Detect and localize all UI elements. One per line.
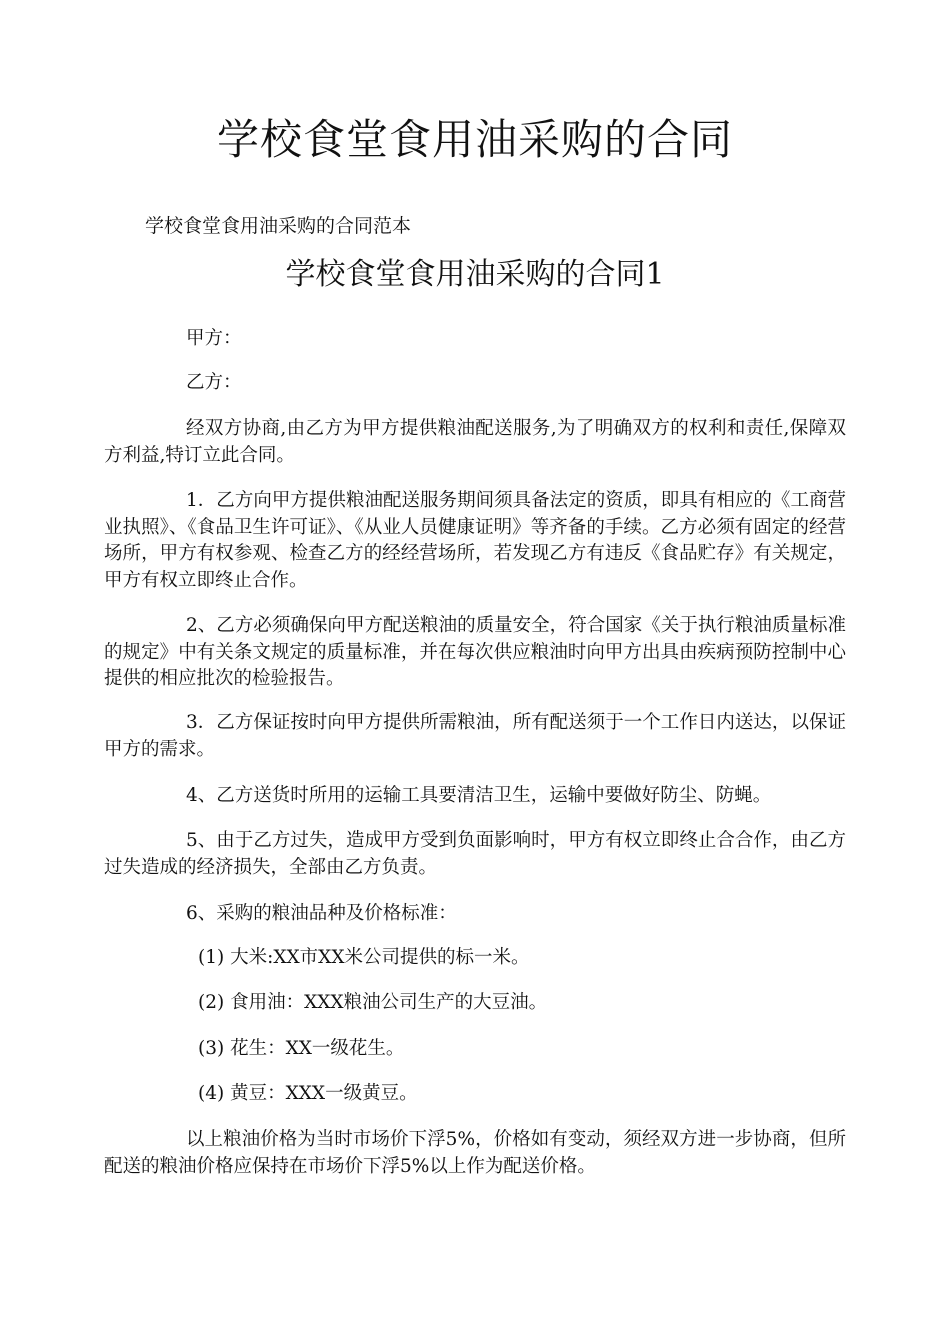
clause-6: 6、采购的粮油品种及价格标准： [186,903,457,924]
list-item: (4) 黄豆：XXX一级黄豆。 [198,1083,418,1104]
clause-5: 5、由于乙方过失，造成甲方受到负面影响时，甲方有权立即终止合合作，由乙方过失造成的经济损失，全部由乙方负责。 [104,830,846,878]
list-item: (1) 大米:XX市XX米公司提供的标一米。 [198,947,530,968]
intro-paragraph: 经双方协商,由乙方为甲方提供粮油配送服务,为了明确双方的权利和责任,保障双方利益,特订立此合同。 [104,418,846,466]
list-item: (3) 花生：XX一级花生。 [198,1038,405,1059]
clause-3: 3．乙方保证按时向甲方提供所需粮油，所有配送须于一个工作日内送达，以保证甲方的需求。 [104,712,846,760]
party-b-label: 乙方： [186,372,242,393]
clause-2: 2、乙方必须确保向甲方配送粮油的质量安全，符合国家《关于执行粮油质量标准的规定》中有关条文规定的质量标准，并在每次供应粮油时向甲方出具由疾病预防控制中心提供的相应批次的检验报告。 [104,615,846,689]
party-a-label: 甲方： [186,328,242,349]
document-note: 学校食堂食用油采购的合同范本 [145,215,412,237]
document-title: 学校食堂食用油采购的合同 [216,115,733,164]
list-item: (2) 食用油：XXX粮油公司生产的大豆油。 [198,992,548,1013]
price-paragraph: 以上粮油价格为当时市场价下浮5%，价格如有变动，须经双方进一步协商，但所配送的粮油价格应保持在市场价下浮5%以上作为配送价格。 [104,1129,846,1177]
contract-subtitle: 学校食堂食用油采购的合同1 [285,257,665,292]
clause-4: 4、乙方送货时所用的运输工具要清洁卫生，运输中要做好防尘、防蝇。 [186,785,772,806]
clause-1: 1．乙方向甲方提供粮油配送服务期间须具备法定的资质，即具有相应的《工商营业执照》、《食品卫生许可证》、《从业人员健康证明》等齐备的手续。乙方必须有固定的经营场所，甲方有权参观、检查乙方的经经营场所，若发现乙方有违反《食品贮存》有关规定，甲方有权立即终止合作。 [104,490,846,591]
